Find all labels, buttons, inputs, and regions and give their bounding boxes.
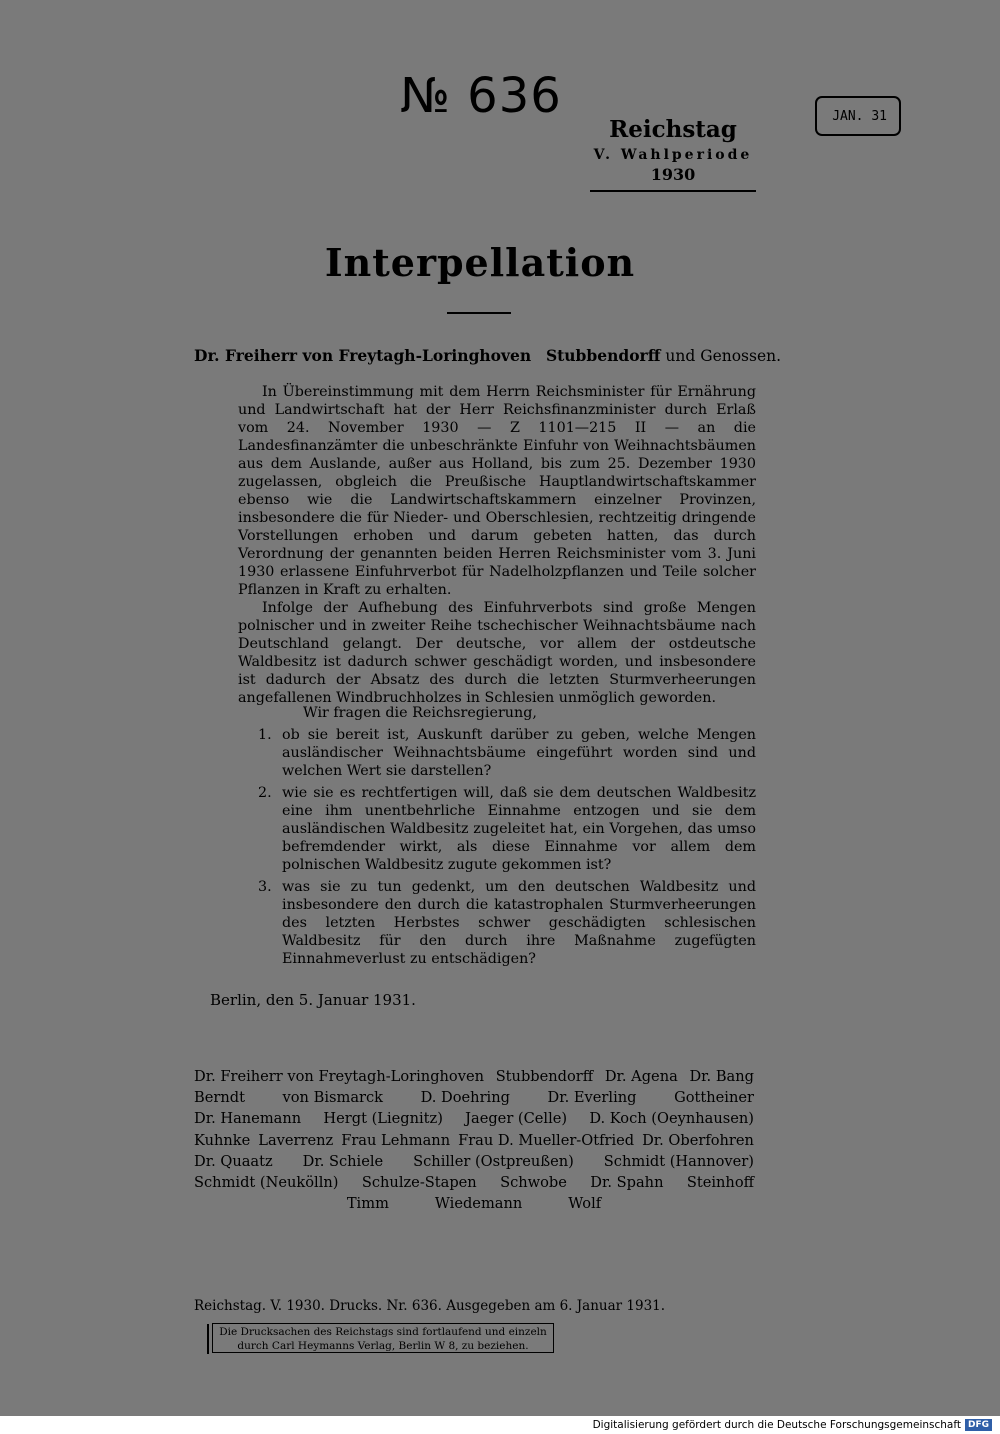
- question-intro: Wir fragen die Reichsregierung,: [303, 705, 537, 721]
- signatory: Schiller (Ostpreußen): [413, 1152, 574, 1170]
- signatory: Laverrenz: [258, 1131, 334, 1149]
- body-text: [238, 383, 756, 707]
- wahlperiode-label: V. Wahlperiode: [593, 147, 753, 163]
- signatory: Schwobe: [500, 1174, 567, 1192]
- signatory-line: [194, 1151, 754, 1172]
- co-author-name: Stubbendorff: [545, 346, 661, 365]
- signatories-block: [194, 1066, 754, 1214]
- question-text: ob sie bereit ist, Auskunft darüber zu geben, welche Mengen ausländischer Weihnachtsbäume eingeführt worden sind und welchen Wert sie darstellen?: [282, 727, 756, 779]
- signatory: von Bismarck: [282, 1089, 384, 1107]
- signatory-line: [194, 1066, 754, 1087]
- authors-suffix: und Genossen.: [665, 347, 782, 365]
- print-footer: Reichstag. V. 1930. Drucks. Nr. 636. Ausgegeben am 6. Januar 1931.: [194, 1298, 666, 1314]
- question-number: 3.: [258, 879, 272, 895]
- signatory: Dr. Oberfohren: [642, 1131, 754, 1149]
- signatory: Dr. Spahn: [590, 1174, 664, 1192]
- signatory: Dr. Bang: [689, 1068, 754, 1085]
- funding-text: Digitalisierung gefördert durch die Deutsche Forschungsgemeinschaft: [592, 1419, 961, 1431]
- question-text: was sie zu tun gedenkt, um den deutschen Waldbesitz und insbesondere den durch die katastrophalen Sturmverheerungen des letzten Herbstes schwer geschädigten schlesischen Waldbesitz für den durch ihre Maßnahme zugefügten Einnahmeverlust zu entschädigen?: [282, 879, 756, 967]
- signatory-line: [194, 1193, 754, 1214]
- question-item: [258, 784, 756, 874]
- signatory: Dr. Everling: [547, 1089, 637, 1107]
- session-year: 1930: [650, 165, 696, 184]
- reichstag-header: [590, 116, 756, 192]
- signatory-line: [194, 1130, 754, 1151]
- signatory: Dr. Schiele: [302, 1152, 384, 1170]
- question-number: 2.: [258, 785, 272, 801]
- dfg-logo-icon: DFG: [965, 1419, 992, 1431]
- signatory: Schmidt (Hannover): [603, 1152, 754, 1170]
- author-name: Dr. Freiherr von Freytagh-Loringhoven: [194, 346, 532, 365]
- signatory: Kuhnke: [194, 1131, 251, 1149]
- question-item: [258, 726, 756, 780]
- signatory: Wolf: [568, 1195, 602, 1213]
- body-paragraph: In Übereinstimmung mit dem Herrn Reichsminister für Ernährung und Landwirtschaft hat der Herr Reichsfinanzminister durch Erlaß vom 24. November 1930 — Z 1101—215 II — an die Landesfinanzämter die unbeschränkte Einfuhr von Weihnachtsbäumen aus dem Auslande, außer aus Holland, bis zum 25. Dezember 1930 zugelassen, obgleich die Preußische Hauptlandwirtschaftskammer ebenso wie die Landwirtschaftskammern einzelner Provinzen, insbesondere die für Nieder- und Oberschlesien, rechtzeitig dringende Vorstellungen erhoben und darum gebeten hatten, das durch Verordnung der genannten beiden Herren Reichsminister vom 3. Juni 1930 erlassene Einfuhrverbot für Nadelholzpflanzen und Teile solcher Pflanzen in Kraft zu erhalten.: [238, 384, 756, 598]
- signatory: Dr. Freiherr von Freytagh-Loringhoven: [194, 1068, 485, 1085]
- signatory-line: [194, 1108, 754, 1129]
- signatory: Hergt (Liegnitz): [323, 1110, 443, 1128]
- document-number: № 636: [400, 68, 562, 124]
- publisher-line: Die Drucksachen des Reichstags sind fortlaufend und einzeln: [219, 1326, 547, 1338]
- signatory-line: [194, 1087, 754, 1108]
- title-rule: [447, 312, 511, 314]
- signatory: Jaeger (Celle): [465, 1110, 568, 1128]
- signatory: D. Doehring: [420, 1089, 510, 1107]
- signatory: Timm: [346, 1195, 389, 1213]
- reichstag-title: Reichstag: [609, 116, 737, 143]
- signatory: D. Koch (Oeynhausen): [589, 1110, 754, 1128]
- publisher-line: durch Carl Heymanns Verlag, Berlin W 8, zu beziehen.: [237, 1340, 529, 1352]
- received-stamp: JAN. 31: [815, 96, 901, 136]
- signatory: Wiedemann: [434, 1195, 523, 1213]
- place-date: Berlin, den 5. Januar 1931.: [210, 991, 416, 1009]
- question-text: wie sie es rechtfertigen will, daß sie dem deutschen Waldbesitz eine ihm unentbehrliche Einnahme entzogen und sie dem ausländischen Waldbesitz zugeleitet hat, ein Vorgehen, das umso befremdender wirkt, als diese Einnahme vor allem dem polnischen Waldbesitz zugute gekommen ist?: [282, 785, 756, 873]
- signatory: Steinhoff: [686, 1174, 754, 1192]
- signatory-line: [194, 1172, 754, 1193]
- signatory: Stubbendorff: [495, 1068, 594, 1085]
- signatory: Frau Lehmann: [341, 1131, 451, 1149]
- body-paragraph: Infolge der Aufhebung des Einfuhrverbots sind große Mengen polnischer und in zweiter Reihe tschechischer Weihnachtsbäume nach Deutschland gelangt. Der deutsche, vor allem der ostdeutsche Waldbesitz ist dadurch schwer geschädigt worden, und insbesondere ist dadurch der Absatz des durch die letzten Sturmverheerungen angefallenen Windbruchholzes in Schlesien unmöglich geworden.: [238, 600, 756, 706]
- signatory: Gottheiner: [674, 1089, 754, 1107]
- signatory: Dr. Hanemann: [194, 1110, 302, 1128]
- header-rule: [590, 190, 756, 192]
- signatory: Schulze-Stapen: [361, 1174, 477, 1192]
- funding-bar: [0, 1416, 1000, 1434]
- signatory: Berndt: [194, 1089, 245, 1107]
- signatory: Dr. Quaatz: [194, 1152, 273, 1170]
- signatory: Frau D. Mueller-Otfried: [458, 1131, 635, 1149]
- signatory: Schmidt (Neukölln): [194, 1174, 339, 1192]
- document-type-title: Interpellation: [324, 240, 636, 285]
- authors-line: [194, 346, 781, 365]
- question-number: 1.: [258, 727, 272, 743]
- question-item: [258, 878, 756, 968]
- signatory: Dr. Agena: [604, 1068, 678, 1085]
- publisher-notice: [212, 1323, 554, 1353]
